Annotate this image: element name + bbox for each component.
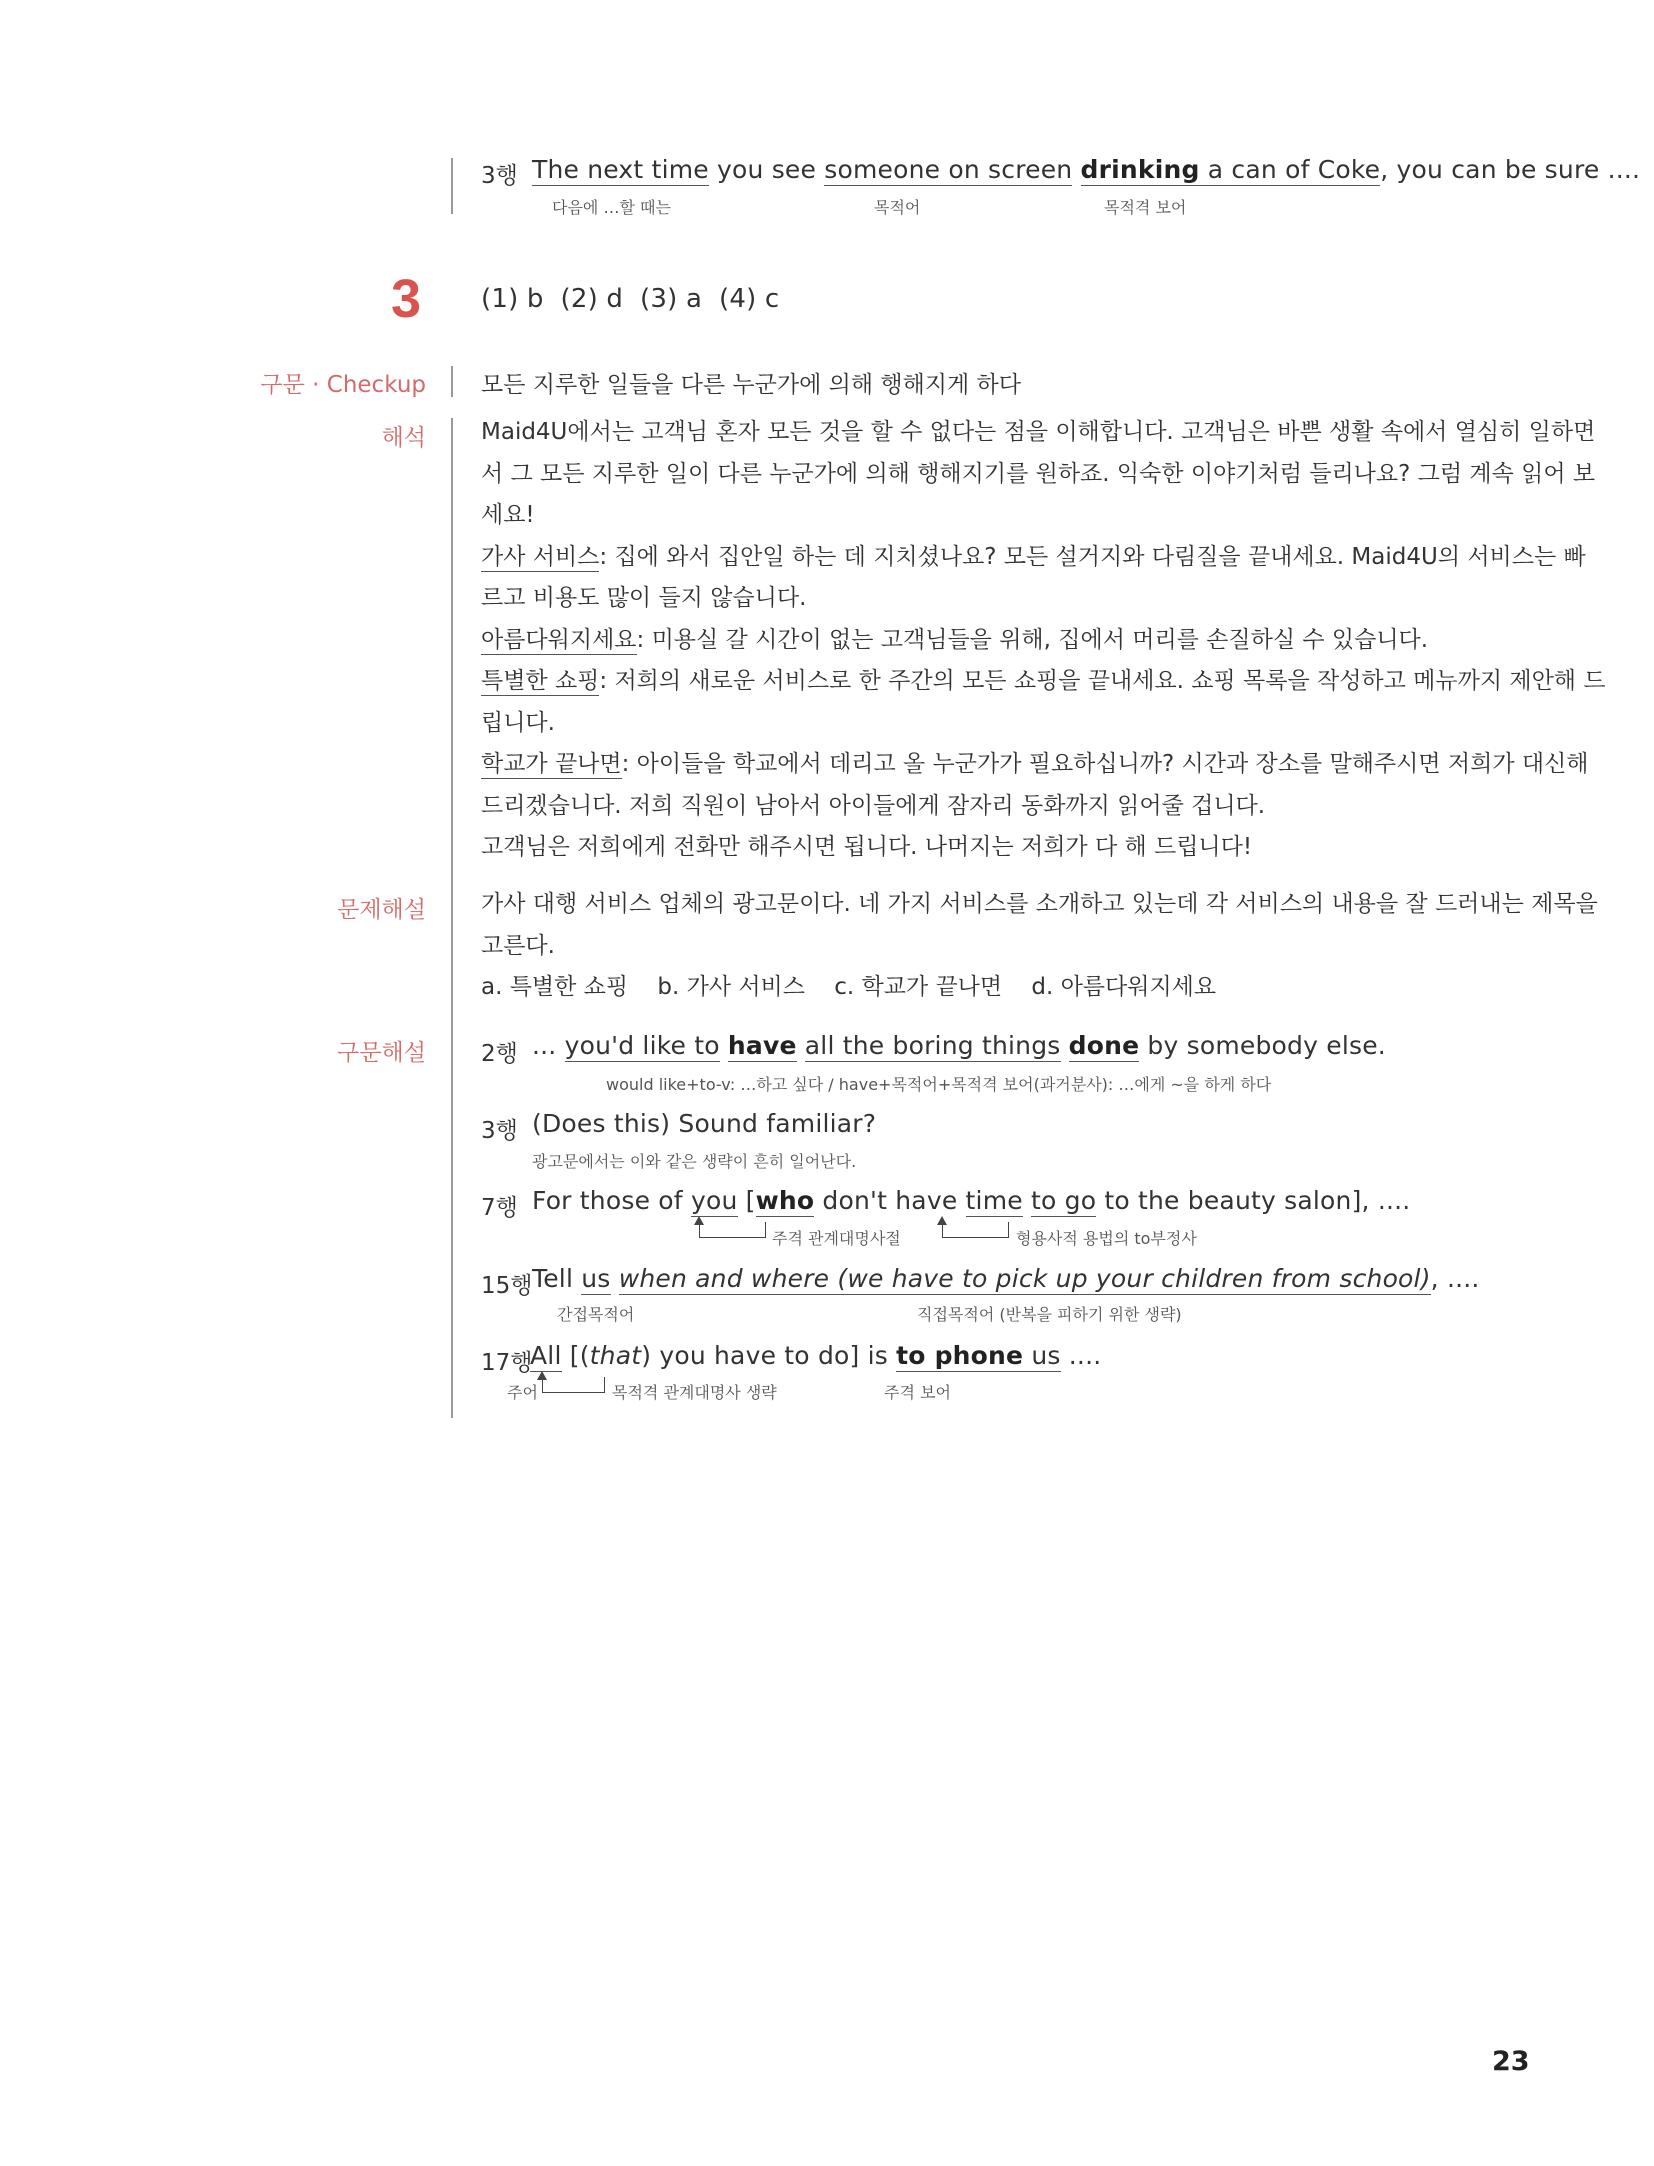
line-number: 3행 xyxy=(481,1118,518,1144)
connector-line xyxy=(604,1377,605,1392)
connector-line xyxy=(699,1224,766,1238)
gloss-2: would like+to-v: …하고 싶다 / have+목적어+목적격 보어(과거분사): …에게 ~을 하게 하다 xyxy=(606,1075,1272,1094)
answer-key: (1) b (2) d (3) a (4) c xyxy=(481,284,780,314)
text-fragment: Tell xyxy=(532,1264,582,1293)
word-all: All xyxy=(530,1341,562,1370)
phrase-to-phone-us xyxy=(896,1341,1060,1372)
section-number: 3 xyxy=(391,269,422,329)
explanation-options: a. 특별한 쇼핑 b. 가사 서비스 c. 학교가 끝나면 d. 아름다워지세요 xyxy=(481,974,1217,1000)
translation-line xyxy=(481,744,1589,786)
grammar-sentence-3: (Does this) Sound familiar? xyxy=(532,1109,877,1138)
example-sentence xyxy=(532,155,1640,184)
grammar-sentence-2 xyxy=(532,1031,1386,1060)
service-heading: 가사 서비스 xyxy=(481,543,600,570)
phrase-to-go: to go xyxy=(1031,1186,1097,1215)
service-heading: 학교가 끝나면 xyxy=(481,751,622,777)
explanation-line: 고른다. xyxy=(481,932,555,959)
line-number: 7행 xyxy=(481,1195,518,1221)
line-number: 2행 xyxy=(481,1041,518,1067)
grammar-sentence-15 xyxy=(532,1264,1480,1293)
explanation-line: 가사 대행 서비스 업체의 광고문이다. 네 가지 서비스를 소개하고 있는데 각 서비스의 내용을 잘 드러내는 제목을 xyxy=(481,891,1598,917)
explanation-label: 문제해설 xyxy=(337,897,426,923)
translation-line: 르고 비용도 많이 들지 않습니다. xyxy=(481,585,807,611)
translation-line xyxy=(481,661,1606,703)
text-fragment: a can of Coke xyxy=(1199,155,1381,184)
gloss-3: 광고문에서는 이와 같은 생략이 흔히 일어난다. xyxy=(532,1152,857,1171)
text-fragment: by somebody else. xyxy=(1139,1031,1386,1060)
connector-line xyxy=(765,1222,766,1237)
gloss-7a: 주격 관계대명사절 xyxy=(772,1229,901,1248)
text-fragment: For those of xyxy=(532,1186,691,1215)
bold-done: done xyxy=(1068,1031,1140,1060)
service-heading: 아름다워지세요 xyxy=(481,626,637,653)
connector-line xyxy=(542,1379,605,1393)
text-fragment: , you can be sure .... xyxy=(1380,155,1641,184)
phrase-all-the-boring-things: all the boring things xyxy=(804,1031,1061,1060)
gloss-next-time: 다음에 …할 때는 xyxy=(552,198,671,217)
text-fragment: , .... xyxy=(1430,1264,1480,1293)
bold-drinking: drinking xyxy=(1080,155,1200,184)
service-text: : 저희의 새로운 서비스로 한 주간의 모든 쇼핑을 끝내세요. 쇼핑 목록을 작성하고 메뉴까지 제안해 드 xyxy=(599,668,1606,694)
margin-rule-checkup xyxy=(451,366,453,397)
text-fragment: ... xyxy=(532,1031,565,1060)
gloss-object-complement: 목적격 보어 xyxy=(1104,198,1187,217)
translation-line xyxy=(481,620,1496,662)
translation-line: 세요! xyxy=(481,502,535,528)
phrase-the-next-time: The next time xyxy=(532,155,709,184)
grammar-sentence-17 xyxy=(530,1341,1101,1370)
checkup-label: 구문 · Checkup xyxy=(260,372,426,398)
line-number: 17행 xyxy=(481,1350,533,1376)
translation-body xyxy=(481,412,1606,869)
word-you: you xyxy=(690,1186,738,1215)
bold-who: who xyxy=(755,1186,815,1215)
page-number: 23 xyxy=(1492,2046,1530,2077)
phrase-someone-on-screen: someone on screen xyxy=(824,155,1073,184)
explanation-body xyxy=(481,884,1598,1009)
gloss-object: 목적어 xyxy=(874,198,921,217)
gloss-15b: 직접목적어 (반복을 피하기 위한 생략) xyxy=(917,1305,1182,1324)
text-fragment: to the beauty salon], .... xyxy=(1096,1186,1411,1215)
word-time: time xyxy=(965,1186,1023,1215)
gloss-7b: 형용사적 용법의 to부정사 xyxy=(1016,1229,1197,1248)
service-text: : 집에 와서 집안일 하는 데 지치셨나요? 모든 설거지와 다림질을 끝내세요. Maid4U의 서비스는 빠 xyxy=(599,543,1586,570)
service-heading: 특별한 쇼핑 xyxy=(481,668,600,694)
text-fragment: don't have xyxy=(814,1186,966,1215)
translation-label: 해석 xyxy=(381,425,426,451)
bold-have: have xyxy=(727,1031,797,1060)
text-fragment xyxy=(611,1264,619,1293)
connector-line xyxy=(1008,1222,1009,1237)
translation-line: 립니다. xyxy=(481,709,555,736)
translation-line: Maid4U에서는 고객님 혼자 모든 것을 할 수 없다는 점을 이해합니다. 고객님은 바쁜 생활 속에서 열심히 일하면 xyxy=(481,419,1596,445)
phrase-drinking xyxy=(1081,155,1381,186)
gloss-17a: 목적격 관계대명사 생략 xyxy=(612,1383,777,1402)
grammar-sentence-7 xyxy=(532,1186,1410,1215)
text-fragment: .... xyxy=(1060,1341,1102,1370)
service-text: : 미용실 갈 시간이 없는 고객님들을 위해, 집에서 머리를 손질하실 수 있습니다. xyxy=(636,626,1429,653)
line-number: 3행 xyxy=(481,163,518,189)
text-fragment: ) you have to do] is xyxy=(641,1341,897,1370)
gloss-17b: 주격 보어 xyxy=(884,1383,951,1402)
connector-line xyxy=(942,1224,1009,1238)
translation-line: 드리겠습니다. 저희 직원이 남아서 아이들에게 잠자리 동화까지 읽어줄 겁니다. xyxy=(481,792,1266,819)
margin-rule-top xyxy=(451,158,453,214)
translation-line: 서 그 모든 지루한 일이 다른 누군가에 의해 행해지기를 원하죠. 익숙한 이야기처럼 들리나요? 그럼 계속 읽어 보 xyxy=(481,460,1596,487)
bold-to-phone: to phone xyxy=(896,1341,1024,1370)
text-fragment xyxy=(1023,1186,1031,1215)
line-number: 15행 xyxy=(481,1273,533,1299)
text-fragment: you see xyxy=(708,155,825,184)
italic-that: that xyxy=(589,1341,642,1370)
italic-clause: when and where (we have to pick up your children from school) xyxy=(618,1264,1431,1293)
text-fragment: [( xyxy=(561,1341,590,1370)
text-fragment: [ xyxy=(737,1186,756,1215)
checkup-text: 모든 지루한 일들을 다른 누군가에 의해 행해지게 하다 xyxy=(481,372,1021,398)
word-us: us xyxy=(581,1264,611,1293)
phrase-when-and-where xyxy=(619,1264,1431,1295)
gloss-15a: 간접목적어 xyxy=(557,1305,635,1324)
phrase-youd-like-to: you'd like to xyxy=(564,1031,720,1060)
service-text: : 아이들을 학교에서 데리고 올 누군가가 필요하십니까? 시간과 장소를 말해주시면 저희가 대신해 xyxy=(621,751,1589,777)
grammar-label: 구문해설 xyxy=(337,1040,426,1066)
translation-line xyxy=(481,537,1586,579)
margin-rule-translation xyxy=(451,418,453,1418)
text-fragment: us xyxy=(1023,1341,1061,1370)
translation-line: 고객님은 저희에게 전화만 해주시면 됩니다. 나머지는 저희가 다 해 드립니다! xyxy=(481,834,1253,860)
gloss-subject: 주어 xyxy=(507,1383,538,1402)
